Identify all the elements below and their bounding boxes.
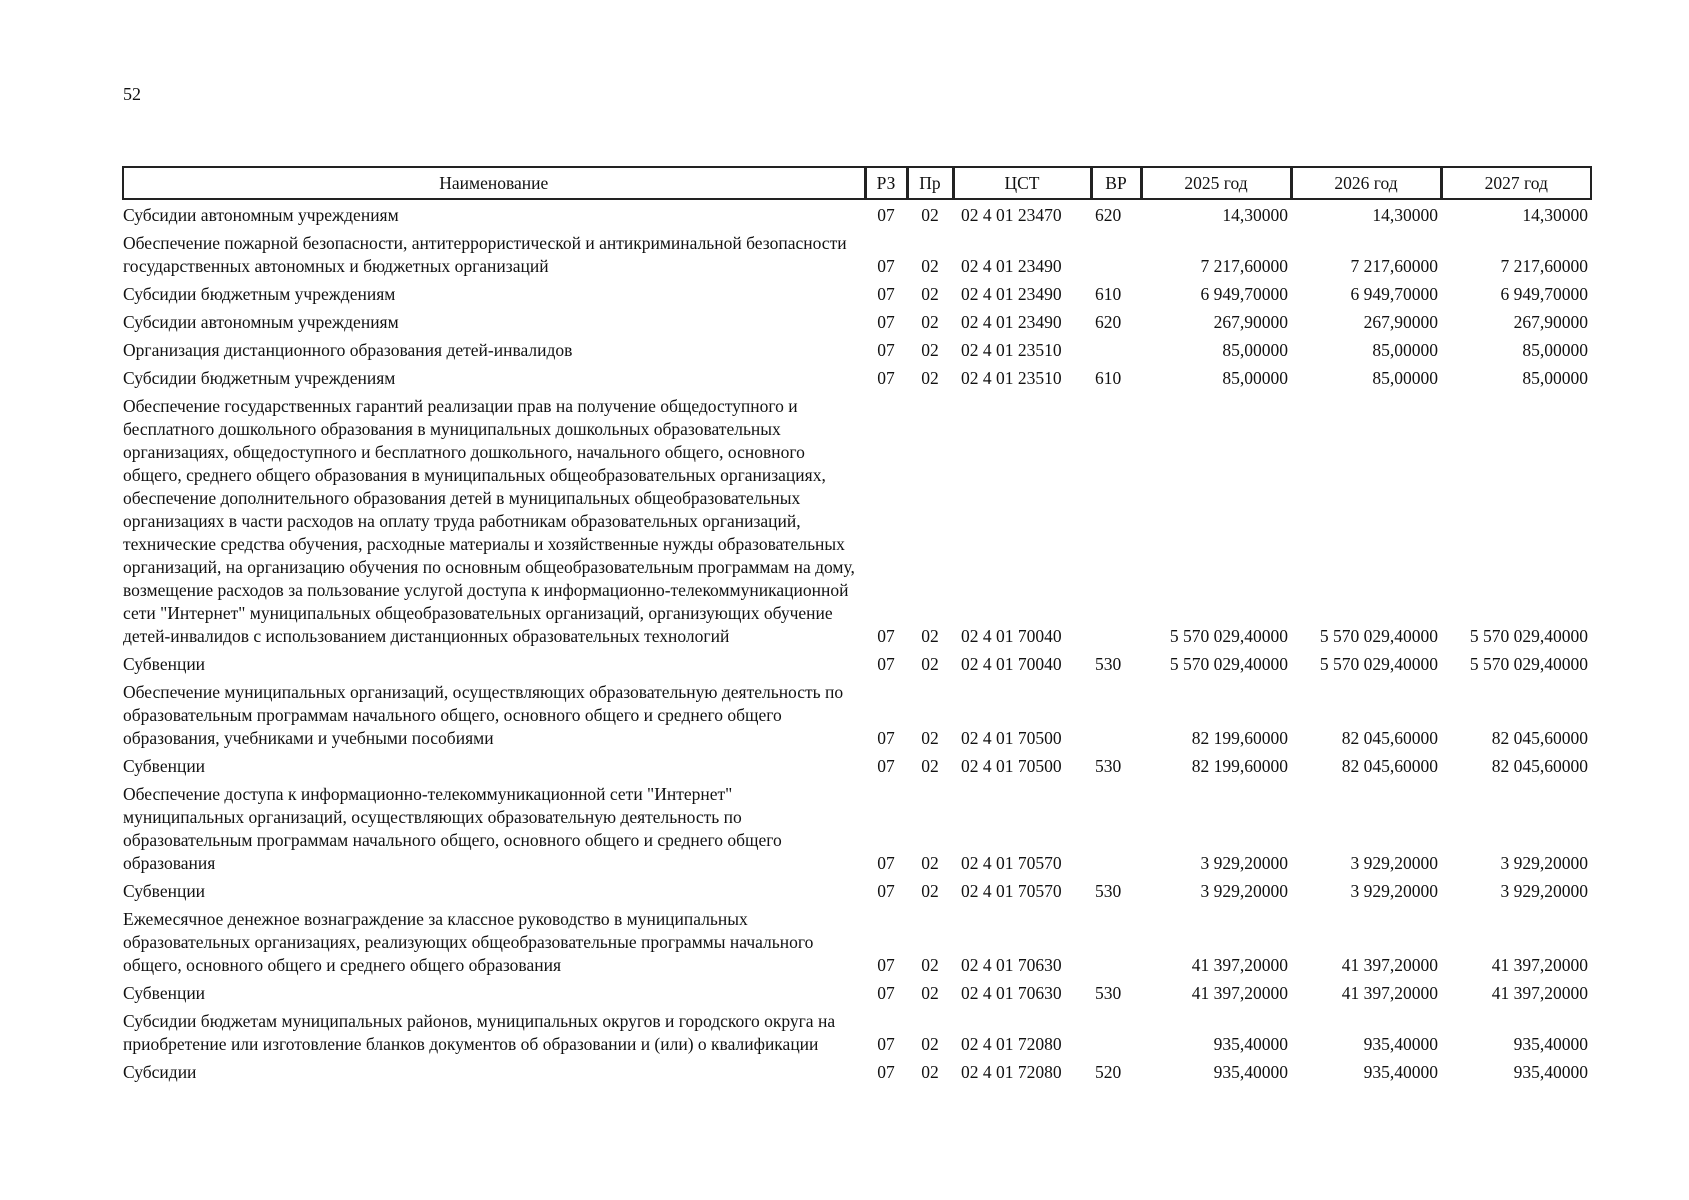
cell-2026: 5 570 029,40000 — [1319, 626, 1438, 646]
cell-2025: 5 570 029,40000 — [1169, 654, 1288, 674]
cell-2027: 3 929,20000 — [1500, 881, 1588, 901]
cell-pr: 02 — [921, 728, 939, 748]
cell-pr: 02 — [921, 756, 939, 776]
header-cst: ЦСТ — [953, 167, 1091, 199]
cell-vr: 620 — [1095, 205, 1122, 225]
cell-2025: 82 199,60000 — [1191, 728, 1288, 748]
cell-2027: 41 397,20000 — [1491, 983, 1588, 1003]
header-rz: РЗ — [865, 167, 907, 199]
cell-rz: 07 — [877, 1062, 895, 1082]
cell-pr: 02 — [921, 340, 939, 360]
cell-rz: 07 — [877, 205, 895, 225]
table-row — [123, 781, 1591, 878]
cell-vr: 530 — [1095, 983, 1122, 1003]
cell-vr: 620 — [1095, 312, 1122, 332]
cell-pr: 02 — [921, 654, 939, 674]
cell-name: Субсидии бюджетным учреждениям — [123, 368, 396, 388]
cell-name: Субвенции — [123, 983, 206, 1003]
cell-vr — [1091, 230, 1141, 281]
cell-pr: 02 — [921, 256, 939, 276]
cell-vr — [1091, 679, 1141, 753]
table-row — [123, 906, 1591, 980]
cell-rz: 07 — [877, 756, 895, 776]
cell-rz: 07 — [877, 1034, 895, 1054]
cell-2025: 14,30000 — [1222, 205, 1288, 225]
cell-pr: 02 — [921, 284, 939, 304]
cell-cst: 02 4 01 70040 — [961, 626, 1062, 646]
cell-vr — [1091, 906, 1141, 980]
cell-name: Обеспечение доступа к информационно-телекоммуникационной сети "Интернет" муниципальных организаций, осуществляющих образовательную деятельность по образовательным программам начального общего, основного общего и среднего общего образования — [123, 784, 782, 873]
cell-2026: 935,40000 — [1363, 1062, 1438, 1082]
table-row — [123, 753, 1591, 781]
cell-name: Субсидии — [123, 1062, 197, 1082]
budget-table-container — [122, 166, 1590, 1087]
cell-rz: 07 — [877, 368, 895, 388]
cell-pr: 02 — [921, 1034, 939, 1054]
cell-2027: 82 045,60000 — [1491, 756, 1588, 776]
cell-2025: 3 929,20000 — [1200, 881, 1288, 901]
cell-cst: 02 4 01 70630 — [961, 955, 1062, 975]
header-2025: 2025 год — [1141, 167, 1291, 199]
cell-vr: 530 — [1095, 756, 1122, 776]
page-number: 52 — [123, 84, 141, 104]
cell-pr: 02 — [921, 1062, 939, 1082]
cell-pr: 02 — [921, 881, 939, 901]
cell-2027: 82 045,60000 — [1491, 728, 1588, 748]
cell-vr: 520 — [1095, 1062, 1122, 1082]
cell-2025: 85,00000 — [1222, 368, 1288, 388]
cell-2025: 267,90000 — [1213, 312, 1288, 332]
cell-vr — [1091, 393, 1141, 651]
cell-2026: 41 397,20000 — [1341, 955, 1438, 975]
cell-cst: 02 4 01 23510 — [961, 340, 1062, 360]
header-pr: Пр — [907, 167, 953, 199]
cell-rz: 07 — [877, 955, 895, 975]
cell-2026: 3 929,20000 — [1350, 881, 1438, 901]
cell-cst: 02 4 01 70630 — [961, 983, 1062, 1003]
cell-cst: 02 4 01 23490 — [961, 256, 1062, 276]
header-vr: ВР — [1091, 167, 1141, 199]
cell-cst: 02 4 01 70570 — [961, 853, 1062, 873]
cell-cst: 02 4 01 23470 — [961, 205, 1062, 225]
cell-cst: 02 4 01 23510 — [961, 368, 1062, 388]
cell-2027: 935,40000 — [1513, 1034, 1588, 1054]
cell-2027: 85,00000 — [1522, 368, 1588, 388]
cell-2025: 5 570 029,40000 — [1169, 626, 1288, 646]
cell-2027: 3 929,20000 — [1500, 853, 1588, 873]
cell-2027: 5 570 029,40000 — [1469, 626, 1588, 646]
cell-2026: 82 045,60000 — [1341, 756, 1438, 776]
cell-2027: 14,30000 — [1522, 205, 1588, 225]
cell-pr: 02 — [921, 983, 939, 1003]
cell-2027: 7 217,60000 — [1500, 256, 1588, 276]
cell-2027: 5 570 029,40000 — [1469, 654, 1588, 674]
cell-pr: 02 — [921, 853, 939, 873]
cell-2027: 935,40000 — [1513, 1062, 1588, 1082]
table-row — [123, 679, 1591, 753]
cell-rz: 07 — [877, 654, 895, 674]
cell-2027: 6 949,70000 — [1500, 284, 1588, 304]
cell-2027: 267,90000 — [1513, 312, 1588, 332]
cell-cst: 02 4 01 70040 — [961, 654, 1062, 674]
cell-2026: 7 217,60000 — [1350, 256, 1438, 276]
cell-vr: 610 — [1095, 368, 1122, 388]
cell-name: Обеспечение государственных гарантий реализации прав на получение общедоступного и бесплатного дошкольного образования в муниципальных дошкольных образовательных организациях, общедоступного и бесплатного дошкольного, начального общего, основного общего, среднего общего образования в муниципальных общеобразовательных организациях, обеспечение дополнительного образования детей в муниципальных общеобразовательных организациях в части расходов на оплату труда работникам образовательных организаций, технические средства обучения, расходные материалы и хозяйственные нужды образовательных организаций, на организацию обучения по основным общеобразовательным программам на дому, возмещение расходов за пользование услугой доступа к информационно-телекоммуникационной сети "Интернет" муниципальных общеобразовательных организаций, организующих обучение детей-инвалидов с использованием дистанционных образовательных технологий — [123, 396, 855, 646]
cell-name: Ежемесячное денежное вознаграждение за классное руководство в муниципальных образовательных организациях, реализующих общеобразовательные программы начального общего, основного общего и среднего общего образования — [123, 909, 814, 975]
cell-rz: 07 — [877, 340, 895, 360]
cell-2025: 7 217,60000 — [1200, 256, 1288, 276]
table-row — [123, 980, 1591, 1008]
cell-2025: 935,40000 — [1213, 1034, 1288, 1054]
cell-rz: 07 — [877, 256, 895, 276]
cell-rz: 07 — [877, 983, 895, 1003]
cell-cst: 02 4 01 72080 — [961, 1062, 1062, 1082]
cell-name: Субсидии бюджетам муниципальных районов, муниципальных округов и городского округа на приобретение или изготовление бланков документов об образовании и (или) о квалификации — [123, 1011, 836, 1054]
cell-vr: 530 — [1095, 881, 1122, 901]
cell-2025: 85,00000 — [1222, 340, 1288, 360]
table-row — [123, 1008, 1591, 1059]
cell-2027: 85,00000 — [1522, 340, 1588, 360]
cell-2026: 82 045,60000 — [1341, 728, 1438, 748]
cell-2026: 935,40000 — [1363, 1034, 1438, 1054]
cell-vr — [1091, 781, 1141, 878]
cell-2027: 41 397,20000 — [1491, 955, 1588, 975]
cell-2025: 3 929,20000 — [1200, 853, 1288, 873]
table-row — [123, 281, 1591, 309]
table-row — [123, 878, 1591, 906]
cell-vr: 610 — [1095, 284, 1122, 304]
cell-2026: 41 397,20000 — [1341, 983, 1438, 1003]
cell-2025: 41 397,20000 — [1191, 983, 1288, 1003]
cell-rz: 07 — [877, 312, 895, 332]
cell-name: Субвенции — [123, 881, 206, 901]
cell-rz: 07 — [877, 853, 895, 873]
cell-cst: 02 4 01 70500 — [961, 728, 1062, 748]
table-row — [123, 309, 1591, 337]
cell-2026: 85,00000 — [1372, 368, 1438, 388]
cell-2026: 5 570 029,40000 — [1319, 654, 1438, 674]
cell-2026: 6 949,70000 — [1350, 284, 1438, 304]
cell-pr: 02 — [921, 368, 939, 388]
table-header — [123, 167, 1591, 199]
cell-pr: 02 — [921, 626, 939, 646]
cell-cst: 02 4 01 70570 — [961, 881, 1062, 901]
cell-name: Субсидии автономным учреждениям — [123, 312, 399, 332]
cell-cst: 02 4 01 70500 — [961, 756, 1062, 776]
cell-name: Обеспечение пожарной безопасности, антитеррористической и антикриминальной безопасности государственных автономных и бюджетных организаций — [123, 233, 847, 276]
cell-pr: 02 — [921, 955, 939, 975]
cell-name: Субсидии автономным учреждениям — [123, 205, 399, 225]
cell-cst: 02 4 01 23490 — [961, 284, 1062, 304]
header-name: Наименование — [123, 167, 865, 199]
cell-2026: 267,90000 — [1363, 312, 1438, 332]
cell-name: Субсидии бюджетным учреждениям — [123, 284, 396, 304]
cell-2025: 41 397,20000 — [1191, 955, 1288, 975]
cell-name: Обеспечение муниципальных организаций, осуществляющих образовательную деятельность по образовательным программам начального общего, основного общего и среднего общего образования, учебниками и учебными пособиями — [123, 682, 844, 748]
cell-rz: 07 — [877, 626, 895, 646]
cell-name: Субвенции — [123, 654, 206, 674]
cell-2026: 14,30000 — [1372, 205, 1438, 225]
cell-name: Субвенции — [123, 756, 206, 776]
cell-cst: 02 4 01 23490 — [961, 312, 1062, 332]
cell-vr — [1091, 337, 1141, 365]
cell-rz: 07 — [877, 284, 895, 304]
table-row — [123, 337, 1591, 365]
cell-vr: 530 — [1095, 654, 1122, 674]
table-row — [123, 393, 1591, 651]
table-row — [123, 651, 1591, 679]
table-row — [123, 1059, 1591, 1087]
table-body — [123, 199, 1591, 1087]
table-row — [123, 365, 1591, 393]
header-2027: 2027 год — [1441, 167, 1591, 199]
cell-vr — [1091, 1008, 1141, 1059]
cell-pr: 02 — [921, 205, 939, 225]
header-2026: 2026 год — [1291, 167, 1441, 199]
cell-2025: 6 949,70000 — [1200, 284, 1288, 304]
table-row — [123, 199, 1591, 230]
cell-rz: 07 — [877, 728, 895, 748]
cell-cst: 02 4 01 72080 — [961, 1034, 1062, 1054]
cell-name: Организация дистанционного образования детей-инвалидов — [123, 340, 573, 360]
cell-2026: 85,00000 — [1372, 340, 1438, 360]
cell-rz: 07 — [877, 881, 895, 901]
table-row — [123, 230, 1591, 281]
budget-table — [122, 166, 1592, 1087]
cell-pr: 02 — [921, 312, 939, 332]
cell-2025: 935,40000 — [1213, 1062, 1288, 1082]
cell-2026: 3 929,20000 — [1350, 853, 1438, 873]
cell-2025: 82 199,60000 — [1191, 756, 1288, 776]
